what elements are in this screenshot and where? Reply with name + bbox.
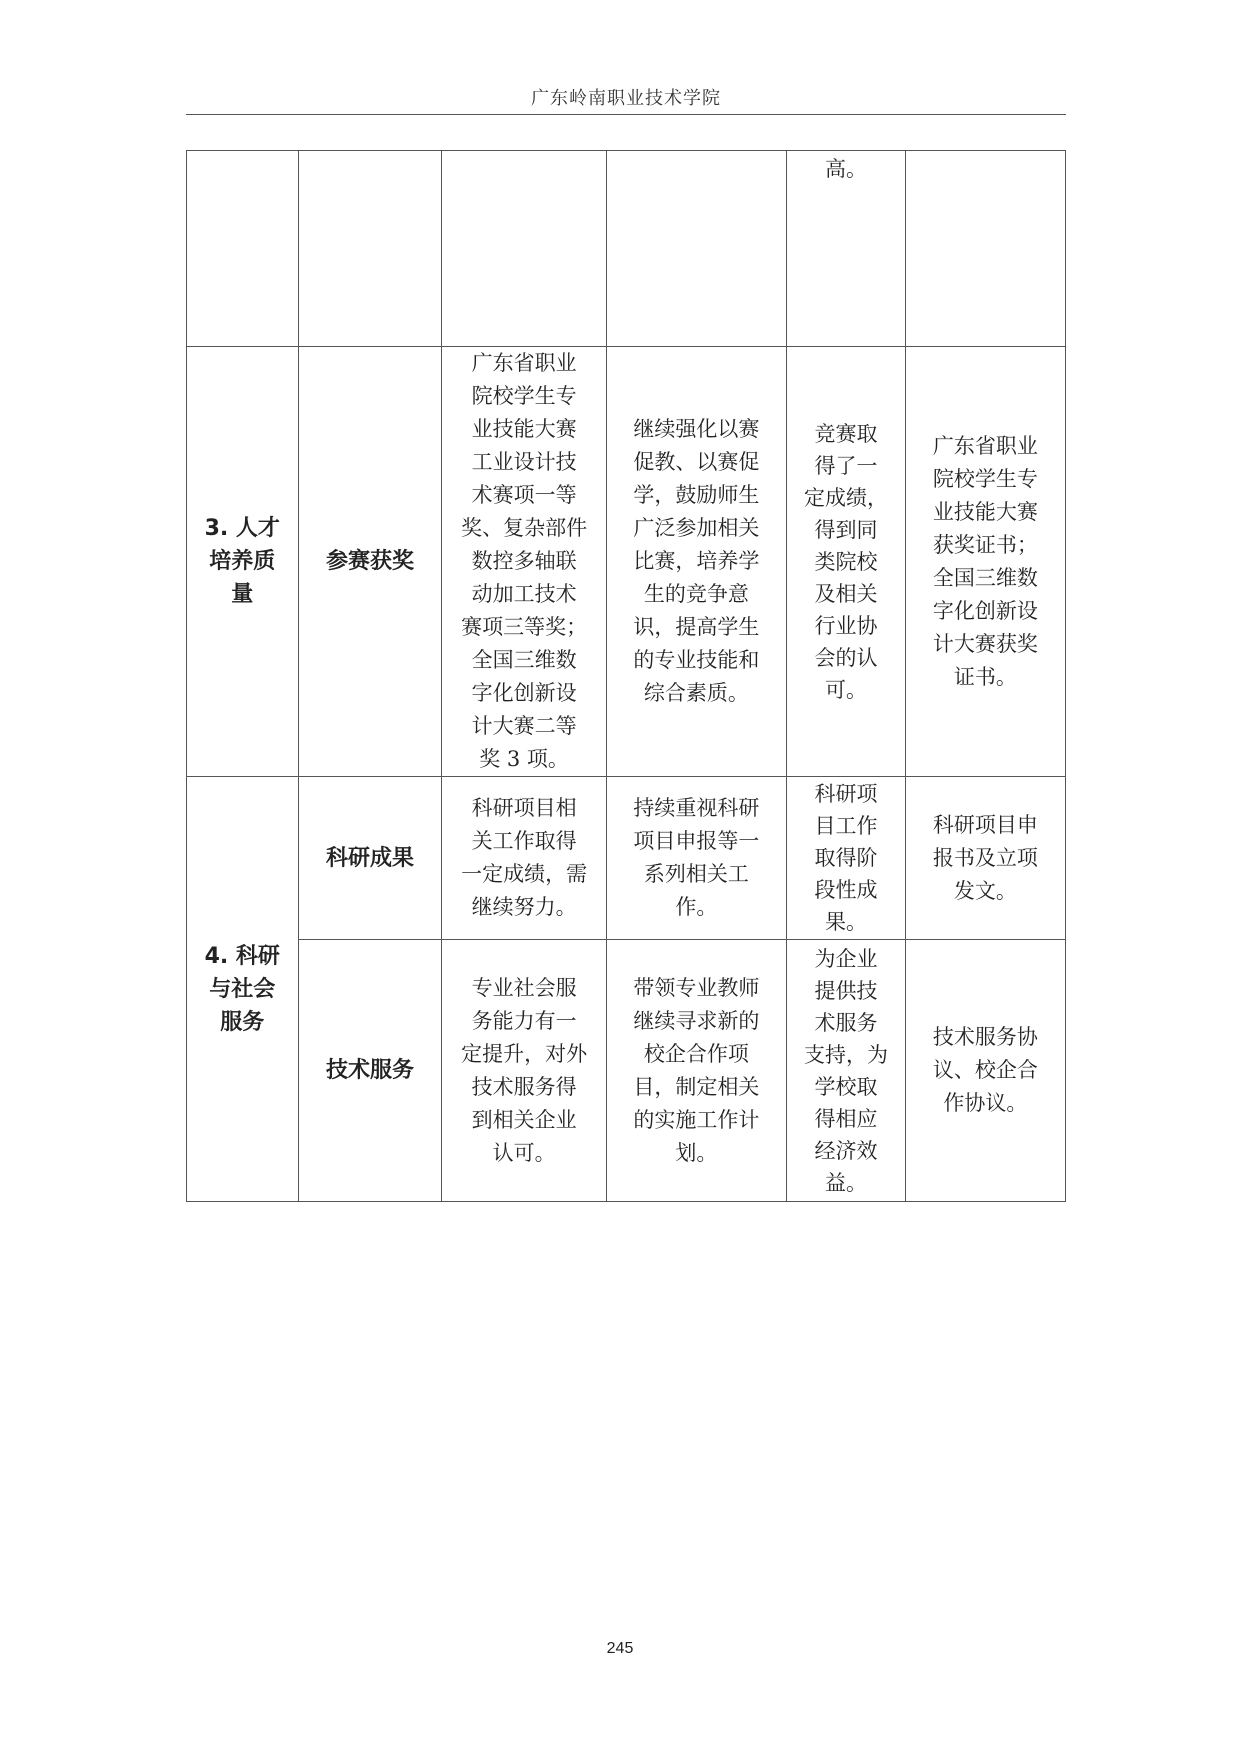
cell-category-research-service: 4. 科研 与社会 服务: [187, 777, 299, 1202]
cell-evidence-service: 技术服务协 议、校企合 作协议。: [905, 940, 1065, 1202]
document-header-institution: 广东岭南职业技术学院: [531, 88, 721, 109]
table-row-technical-service: [187, 940, 1066, 1202]
cell-evidence-awards: 广东省职业 院校学生专 业技能大赛 获奖证书； 全国三维数 字化创新设 计大赛获奖 证书。: [905, 347, 1065, 777]
cell-effect-awards: 竞赛取 得了一 定成绩， 得到同 类院校 及相关 行业协 会的认 可。: [787, 347, 906, 777]
cell-measures: [606, 151, 786, 347]
table-row-continuation: [187, 151, 1066, 347]
table-row-talent-training: [187, 347, 1066, 777]
cell-current-status-service: 专业社会服 务能力有一 定提升，对外 技术服务得 到相关企业 认可。: [442, 940, 606, 1202]
cell-current-status-awards: 广东省职业 院校学生专 业技能大赛 工业设计技 术赛项一等 奖、复杂部件 数控多轴联 动加工技术 赛项三等奖； 全国三维数 字化创新设 计大赛二等 奖 3 项。: [442, 347, 606, 777]
cell-item-technical-service: 技术服务: [298, 940, 442, 1202]
cell-evidence: [905, 151, 1065, 347]
cell-effect: 高。: [787, 151, 906, 347]
cell-category: [187, 151, 299, 347]
table-row-research: [187, 777, 1066, 940]
cell-measures-service: 带领专业教师 继续寻求新的 校企合作项 目，制定相关 的实施工作计 划。: [606, 940, 786, 1202]
cell-effect-service: 为企业 提供技 术服务 支持，为 学校取 得相应 经济效 益。: [787, 940, 906, 1202]
cell-measures-research: 持续重视科研 项目申报等一 系列相关工 作。: [606, 777, 786, 940]
evaluation-table: [186, 150, 1066, 1202]
cell-current-status: [442, 151, 606, 347]
cell-evidence-research: 科研项目申 报书及立项 发文。: [905, 777, 1065, 940]
cell-item-awards: 参赛获奖: [298, 347, 442, 777]
cell-item-research: 科研成果: [298, 777, 442, 940]
cell-current-status-research: 科研项目相 关工作取得 一定成绩，需 继续努力。: [442, 777, 606, 940]
cell-category-talent: 3. 人才 培养质 量: [187, 347, 299, 777]
cell-measures-awards: 继续强化以赛 促教、以赛促 学，鼓励师生 广泛参加相关 比赛，培养学 生的竞争意 识，提高学生 的专业技能和 综合素质。: [606, 347, 786, 777]
page-number: 245: [606, 1640, 634, 1657]
header-divider: [186, 114, 1066, 115]
cell-item: [298, 151, 442, 347]
cell-effect-research: 科研项 目工作 取得阶 段性成 果。: [787, 777, 906, 940]
